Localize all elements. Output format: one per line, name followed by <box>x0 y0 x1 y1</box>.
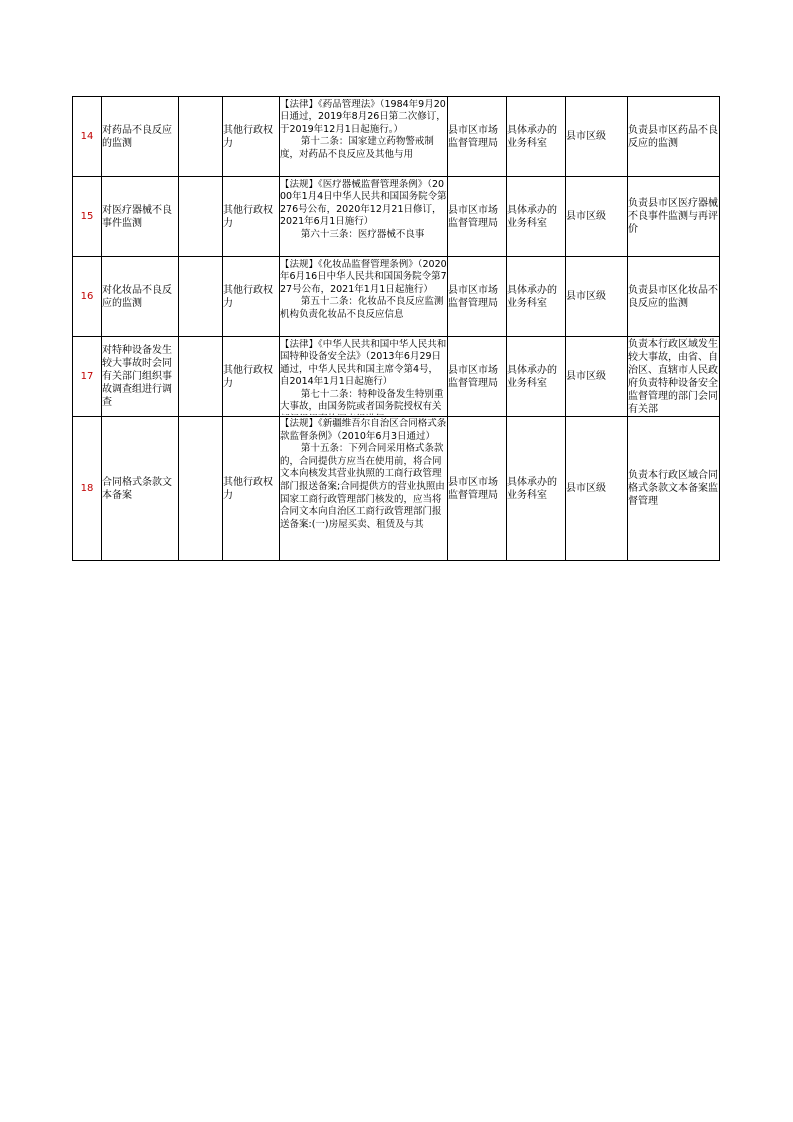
item-name: 对药品不良反应的监测 <box>102 97 179 177</box>
handling-office: 具体承办的业务科室 <box>507 417 566 561</box>
responsibility: 负责本行政区域发生较大事故，由省、自治区、直辖市人民政府负责特种设备安全监督管理的部门会同有关部 <box>628 338 718 415</box>
legal-basis-source: 【法规】《新疆维吾尔自治区合同格式条款监督条例》（2010年6月3日通过） <box>280 418 447 442</box>
legal-basis-source: 【法律】《药品管理法》（1984年9月20日通过，2019年8月26日第二次修订，于2019年12月1日起施行。） <box>280 98 446 135</box>
exercise-level: 县市区级 <box>566 337 628 417</box>
power-type: 其他行政权力 <box>223 337 280 417</box>
power-type: 其他行政权力 <box>223 257 280 337</box>
row-number: 18 <box>73 417 102 561</box>
handling-office: 具体承办的业务科室 <box>507 97 566 177</box>
implementing-department: 县市区市场监督管理局 <box>448 97 507 177</box>
implementing-department: 县市区市场监督管理局 <box>448 257 507 337</box>
blank-cell <box>179 97 223 177</box>
legal-basis-source: 【法规】《医疗器械监督管理条例》（2000年1月4日中华人民共和国国务院令第276号公布，2020年12月21日修订，2021年6月1日施行） <box>280 178 447 228</box>
implementing-department: 县市区市场监督管理局 <box>448 417 507 561</box>
handling-office: 具体承办的业务科室 <box>507 177 566 257</box>
legal-basis-source: 【法规】《化妆品监督管理条例》（2020年6月16日中华人民共和国国务院令第727号公布，2021年1月1日起施行） <box>280 258 447 295</box>
blank-cell <box>179 177 223 257</box>
legal-basis-cell <box>280 417 448 561</box>
exercise-level: 县市区级 <box>566 257 628 337</box>
power-type: 其他行政权力 <box>223 417 280 561</box>
table-row <box>73 337 720 417</box>
responsibility: 负责县市区化妆品不良反应的监测 <box>628 257 720 337</box>
legal-basis-cell <box>280 337 448 417</box>
item-name: 对化妆品不良反应的监测 <box>102 257 179 337</box>
legal-basis-article: 第五十二条：化妆品不良反应监测机构负责化妆品不良反应信息 <box>280 296 444 320</box>
row-number: 14 <box>73 97 102 177</box>
legal-basis-article: 第十二条：国家建立药物警戒制度，对药品不良反应及其他与用 <box>280 136 434 160</box>
table-row <box>73 257 720 337</box>
power-type: 其他行政权力 <box>223 97 280 177</box>
legal-basis-cell <box>280 257 448 337</box>
item-name: 合同格式条款文本备案 <box>102 417 179 561</box>
power-type: 其他行政权力 <box>223 177 280 257</box>
handling-office: 具体承办的业务科室 <box>507 257 566 337</box>
exercise-level: 县市区级 <box>566 97 628 177</box>
legal-basis-article: 第七十二条：特种设备发生特别重大事故，由国务院或者国务院授权有关 <box>280 388 444 413</box>
exercise-level: 县市区级 <box>566 417 628 561</box>
table-row <box>73 177 720 257</box>
responsibility: 负责本行政区域合同格式条款文本备案监督管理 <box>628 417 720 561</box>
item-name: 对医疗器械不良事件监测 <box>102 177 179 257</box>
row-number: 17 <box>73 337 102 417</box>
blank-cell <box>179 337 223 417</box>
row-number: 16 <box>73 257 102 337</box>
legal-basis-article: 第六十三条：医疗器械不良事 <box>300 228 425 240</box>
row-number: 15 <box>73 177 102 257</box>
legal-basis-article: 第十五条：下列合同采用格式条款的，合同提供方应当在使用前，将合同文本向核发其营业执照的工商行政管理部门报送备案;合同提供方的营业执照由国家工商行政管理部门核发的，应当将合同文本向自治区工商行政管理部门报送备案:(一)房屋买卖、租赁及与其 <box>280 443 445 530</box>
implementing-department: 县市区市场监督管理局 <box>448 337 507 417</box>
table-row <box>73 417 720 561</box>
legal-basis-cell <box>280 177 448 257</box>
blank-cell <box>179 417 223 561</box>
implementing-department: 县市区市场监督管理局 <box>448 177 507 257</box>
power-list-table <box>72 96 720 561</box>
blank-cell <box>179 257 223 337</box>
legal-basis-source: 【法律】《中华人民共和国中华人民共和国特种设备安全法》（2013年6月29日通过，中华人民共和国主席令第4号，自2014年1月1日起施行） <box>280 338 447 388</box>
item-name: 对特种设备发生较大事故时会同有关部门组织事故调查组进行调查 <box>102 337 179 417</box>
handling-office: 具体承办的业务科室 <box>507 337 566 417</box>
responsibility: 负责县市区医疗器械不良事件监测与再评价 <box>628 177 720 257</box>
responsibility: 负责县市区药品不良反应的监测 <box>628 97 720 177</box>
legal-basis-cell <box>280 97 448 177</box>
exercise-level: 县市区级 <box>566 177 628 257</box>
table-row <box>73 97 720 177</box>
